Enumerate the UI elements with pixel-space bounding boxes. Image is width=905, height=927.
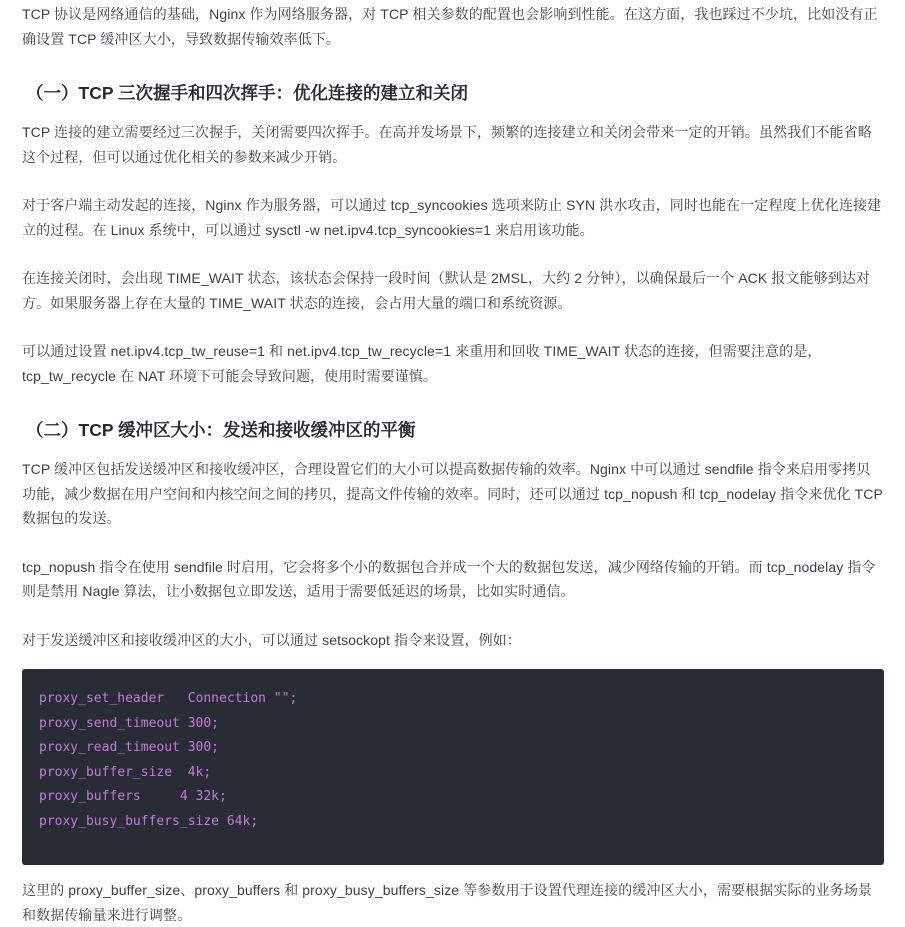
code-line: proxy_buffer_size 4k; <box>39 764 212 780</box>
section2-heading: （二）TCP 缓冲区大小：发送和接收缓冲区的平衡 <box>26 420 416 440</box>
section2-paragraph-2: tcp_nopush 指令在使用 sendfile 时启用，它会将多个小的数据包合并成一个大的数据包发送，减少网络传输的开销。而 tcp_nodelay 指令则是禁用 Nagle 算法，让小数据包立即发送，适用于需要低延迟的场景，比如实时通信。 <box>22 558 876 599</box>
section2-paragraph-3: 对于发送缓冲区和接收缓冲区的大小，可以通过 setsockopt 指令来设置，例如： <box>22 631 521 648</box>
code-line: proxy_set_header Connection ""; <box>39 691 298 706</box>
code-block[interactable] <box>22 669 884 865</box>
code-line: proxy_read_timeout 300; <box>39 740 220 756</box>
code-line: proxy_send_timeout 300; <box>39 715 220 731</box>
code-line: proxy_busy_buffers_size 64k; <box>39 813 259 829</box>
section1-paragraph-1: TCP 连接的建立需要经过三次握手，关闭需要四次挥手。在高并发场景下，频繁的连接建立和关闭会带来一定的开销。虽然我们不能省略这个过程，但可以通过优化相关的参数来减少开销。 <box>22 124 872 165</box>
section1-paragraph-4: 可以通过设置 net.ipv4.tcp_tw_reuse=1 和 net.ipv4.tcp_tw_recycle=1 来重用和回收 TIME_WAIT 状态的连接，但需要注意的是，tcp_tw_recycle 在 NAT 环境下可能会导致问题，使用时需要谨慎。 <box>22 343 822 384</box>
section1-heading: （一）TCP 三次握手和四次挥手：优化连接的建立和关闭 <box>26 83 469 103</box>
code-line: proxy_buffers 4 32k; <box>39 789 227 805</box>
section1-paragraph-2: 对于客户端主动发起的连接，Nginx 作为服务器，可以通过 tcp_syncookies 选项来防止 SYN 洪水攻击，同时也能在一定程度上优化连接建立的过程。在 Linux 系统中，可以通过 sysctl -w net.ipv4.tcp_syncookies=1 来启用该功能。 <box>22 197 882 238</box>
section2-paragraph-1: TCP 缓冲区包括发送缓冲区和接收缓冲区，合理设置它们的大小可以提高数据传输的效率。Nginx 中可以通过 sendfile 指令来启用零拷贝功能，减少数据在用户空间和内核空间之间的拷贝，提高文件传输的效率。同时，还可以通过 tcp_nopush 和 tcp_nodelay 指令来优化 TCP 数据包的发送。 <box>22 461 883 526</box>
section2-paragraph-4: 这里的 proxy_buffer_size、proxy_buffers 和 proxy_busy_buffers_size 等参数用于设置代理连接的缓冲区大小，需要根据实际的业务场景和数据传输量来进行调整。 <box>22 882 873 923</box>
intro-paragraph: TCP 协议是网络通信的基础，Nginx 作为网络服务器，对 TCP 相关参数的配置也会影响到性能。在这方面，我也踩过不少坑，比如没有正确设置 TCP 缓冲区大小，导致数据传输效率低下。 <box>22 6 878 47</box>
article-body <box>22 0 884 927</box>
section1-paragraph-3: 在连接关闭时，会出现 TIME_WAIT 状态，该状态会保持一段时间（默认是 2MSL，大约 2 分钟），以确保最后一个 ACK 报文能够到达对方。如果服务器上存在大量的 TIME_WAIT 状态的连接，会占用大量的端口和系统资源。 <box>22 270 871 311</box>
